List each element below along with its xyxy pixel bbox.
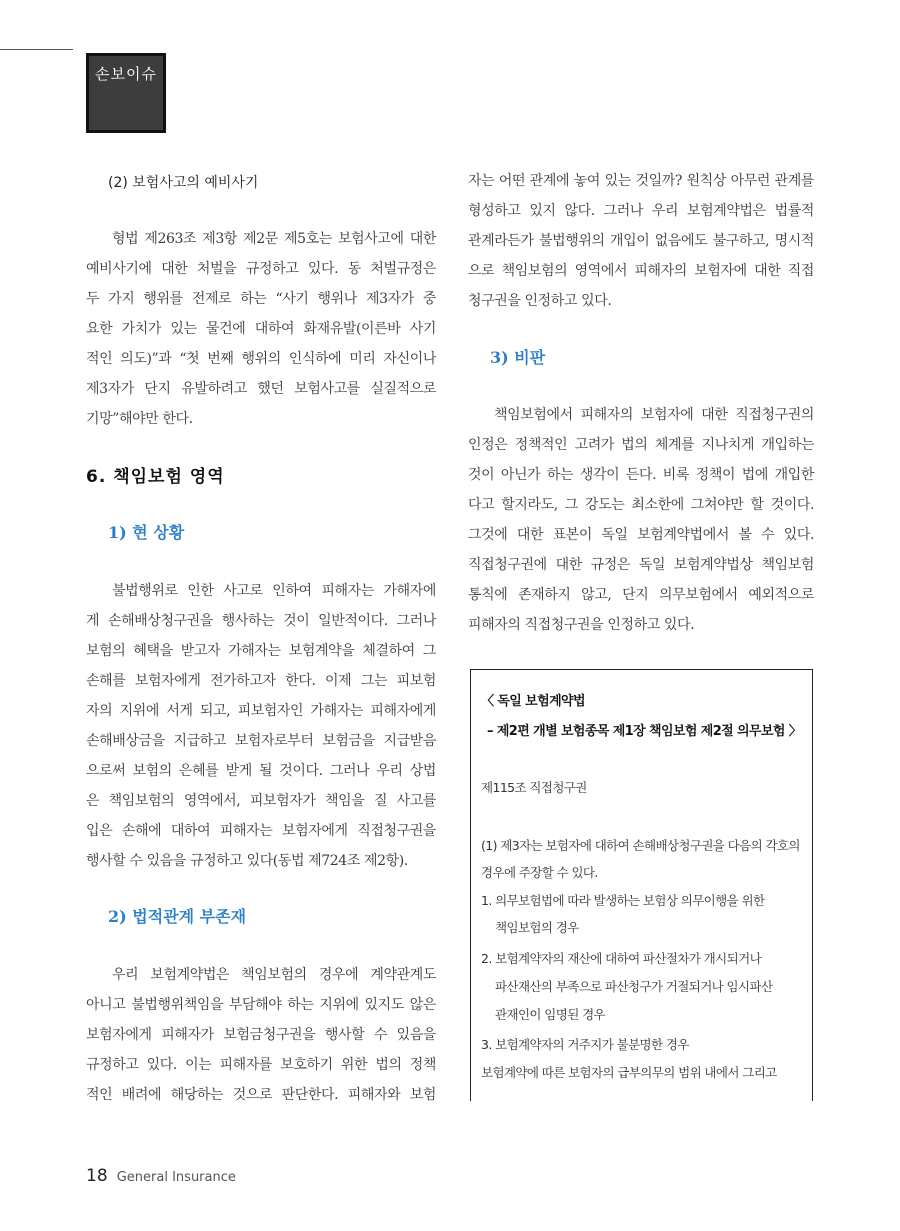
text-line: 손해를 보험자에게 전가하고자 한다. 이제 그는 피보험 (86, 673, 436, 689)
box-title-1: 〈 독일 보험계약법 (481, 694, 585, 709)
page-footer (86, 1166, 236, 1186)
section-badge (86, 53, 166, 133)
text-line: 것이 아닌가 하는 생각이 든다. 비록 정책이 법에 개입한 (468, 467, 814, 483)
box-line-5: 2. 보험계약자의 재산에 대하여 파산절차가 개시되거나 (481, 951, 762, 966)
text-line: 보험의 혜택을 받고자 가해자는 보험계약을 체결하여 그 (86, 643, 436, 659)
box-line-7: 관재인이 임명된 경우 (495, 1007, 606, 1022)
right-paragraph-1 (468, 166, 814, 316)
text-line: 보험자에게 피해자가 보험금청구권을 행사할 수 있음을 (86, 1027, 436, 1043)
text-line: 인정은 정책적인 고려가 법의 체계를 지나치게 개입하는 (468, 437, 814, 453)
text-line: 우리 보험계약법은 책임보험의 경우에 계약관계도 (112, 967, 436, 983)
text-line: 통칙에 존재하지 않고, 단지 의무보험에서 예외적으로 (468, 587, 814, 603)
page-number: 18 (86, 1166, 108, 1186)
text-line: 형성하고 있지 않다. 그러나 우리 보험계약법은 법률적 (468, 203, 814, 219)
text-line: 불법행위로 인한 사고로 인하여 피해자는 가해자에 (112, 583, 436, 599)
text-line: 청구권을 인정하고 있다. (468, 293, 612, 309)
heading-criticism: 3) 비판 (490, 348, 546, 367)
text-line: 관계라든가 불법행위의 개입이 없음에도 불구하고, 명시적 (468, 233, 814, 249)
text-line: 형법 제263조 제3항 제2문 제5호는 보험사고에 대한 (112, 231, 436, 247)
text-line: 으로써 보험의 은혜를 받게 될 것이다. 그러나 우리 상법 (86, 763, 436, 779)
box-line-2: 경우에 주장할 수 있다. (481, 865, 598, 880)
text-line: 제3자가 단지 유발하려고 했던 보험사고를 실질적으로 (86, 381, 436, 397)
right-paragraph-2 (468, 400, 814, 640)
text-line: 은 책임보험의 영역에서, 피보험자가 책임을 질 사고를 (86, 793, 436, 809)
box-line-1: (1) 제3자는 보험자에 대하여 손해배상청구권을 다음의 각호의 (481, 838, 800, 853)
box-line-6: 파산재산의 부족으로 파산청구가 거절되거나 임시파산 (495, 979, 773, 994)
text-line: 두 가지 행위를 전제로 하는 “사기 행위나 제3자가 중 (86, 291, 436, 307)
box-line-8: 3. 보험계약자의 거주지가 불분명한 경우 (481, 1037, 689, 1052)
text-line: 입은 손해에 대하여 피해자는 보험자에게 직접청구권을 (86, 823, 436, 839)
text-line: 기망”해야만 한다. (86, 411, 193, 427)
box-line-4: 책임보험의 경우 (495, 920, 579, 935)
left-paragraph-2 (86, 576, 436, 876)
box-article: 제115조 직접청구권 (481, 780, 587, 795)
text-line: 적인 배려에 해당하는 것으로 판단한다. 피해자와 보험 (86, 1087, 436, 1103)
text-line: 책임보험에서 피해자의 보험자에 대한 직접청구권의 (494, 407, 814, 423)
heading-no-legal-relation: 2) 법적관계 부존재 (108, 907, 247, 926)
text-line: 행사할 수 있음을 규정하고 있다(동법 제724조 제2항). (86, 853, 408, 869)
box-line-9: 보험계약에 따른 보험자의 급부의무의 범위 내에서 그리고 (481, 1065, 777, 1080)
publication-name: General Insurance (116, 1170, 236, 1185)
left-paragraph-1 (86, 224, 436, 434)
text-line: 직접청구권에 대한 규정은 독일 보험계약법상 책임보험 (468, 557, 814, 573)
left-paragraph-3 (86, 960, 436, 1110)
text-line: 적인 의도)”과 “첫 번째 행위의 인식하에 미리 자신이나 (86, 351, 436, 367)
section-heading-liability: 6. 책임보험 영역 (86, 467, 225, 487)
text-line: 요한 가치가 있는 물건에 대하여 화재유발(이른바 사기 (86, 321, 436, 337)
badge-label: 손보이슈 (95, 65, 157, 83)
text-line: 그것에 대한 표본이 독일 보험계약법에서 볼 수 있다. (468, 527, 814, 543)
statute-box (470, 669, 813, 1101)
text-line: 게 손해배상청구권을 행사하는 것이 일반적이다. 그러나 (86, 613, 436, 629)
box-line-3: 1. 의무보험법에 따라 발생하는 보험상 의무이행을 위한 (481, 893, 765, 908)
box-title-2: – 제2편 개별 보험종목 제1장 책임보험 제2절 의무보험 〉 (487, 724, 802, 739)
text-line: 규정하고 있다. 이는 피해자를 보호하기 위한 법의 정책 (86, 1057, 436, 1073)
text-line: 피해자의 직접청구권을 인정하고 있다. (468, 617, 695, 633)
top-rule (0, 49, 73, 50)
text-line: 다고 할지라도, 그 강도는 최소한에 그쳐야만 할 것이다. (468, 497, 814, 513)
text-line: 으로 책임보험의 영역에서 피해자의 보험자에 대한 직접 (468, 263, 814, 279)
text-line: 자의 지위에 서게 되고, 피보험자인 가해자는 피해자에게 (86, 703, 436, 719)
text-line: 예비사기에 대한 처벌을 규정하고 있다. 동 처벌규정은 (86, 261, 436, 277)
sub-heading-preliminary-fraud: (2) 보험사고의 예비사기 (108, 175, 259, 191)
text-line: 아니고 불법행위책임을 부담해야 하는 지위에 있지도 않은 (86, 997, 436, 1013)
text-line: 손해배상금을 지급하고 보험자로부터 보험금을 지급받음 (86, 733, 436, 749)
heading-current-status: 1) 현 상황 (108, 523, 185, 542)
text-line: 자는 어떤 관계에 놓여 있는 것일까? 원칙상 아무런 관계를 (468, 173, 814, 189)
